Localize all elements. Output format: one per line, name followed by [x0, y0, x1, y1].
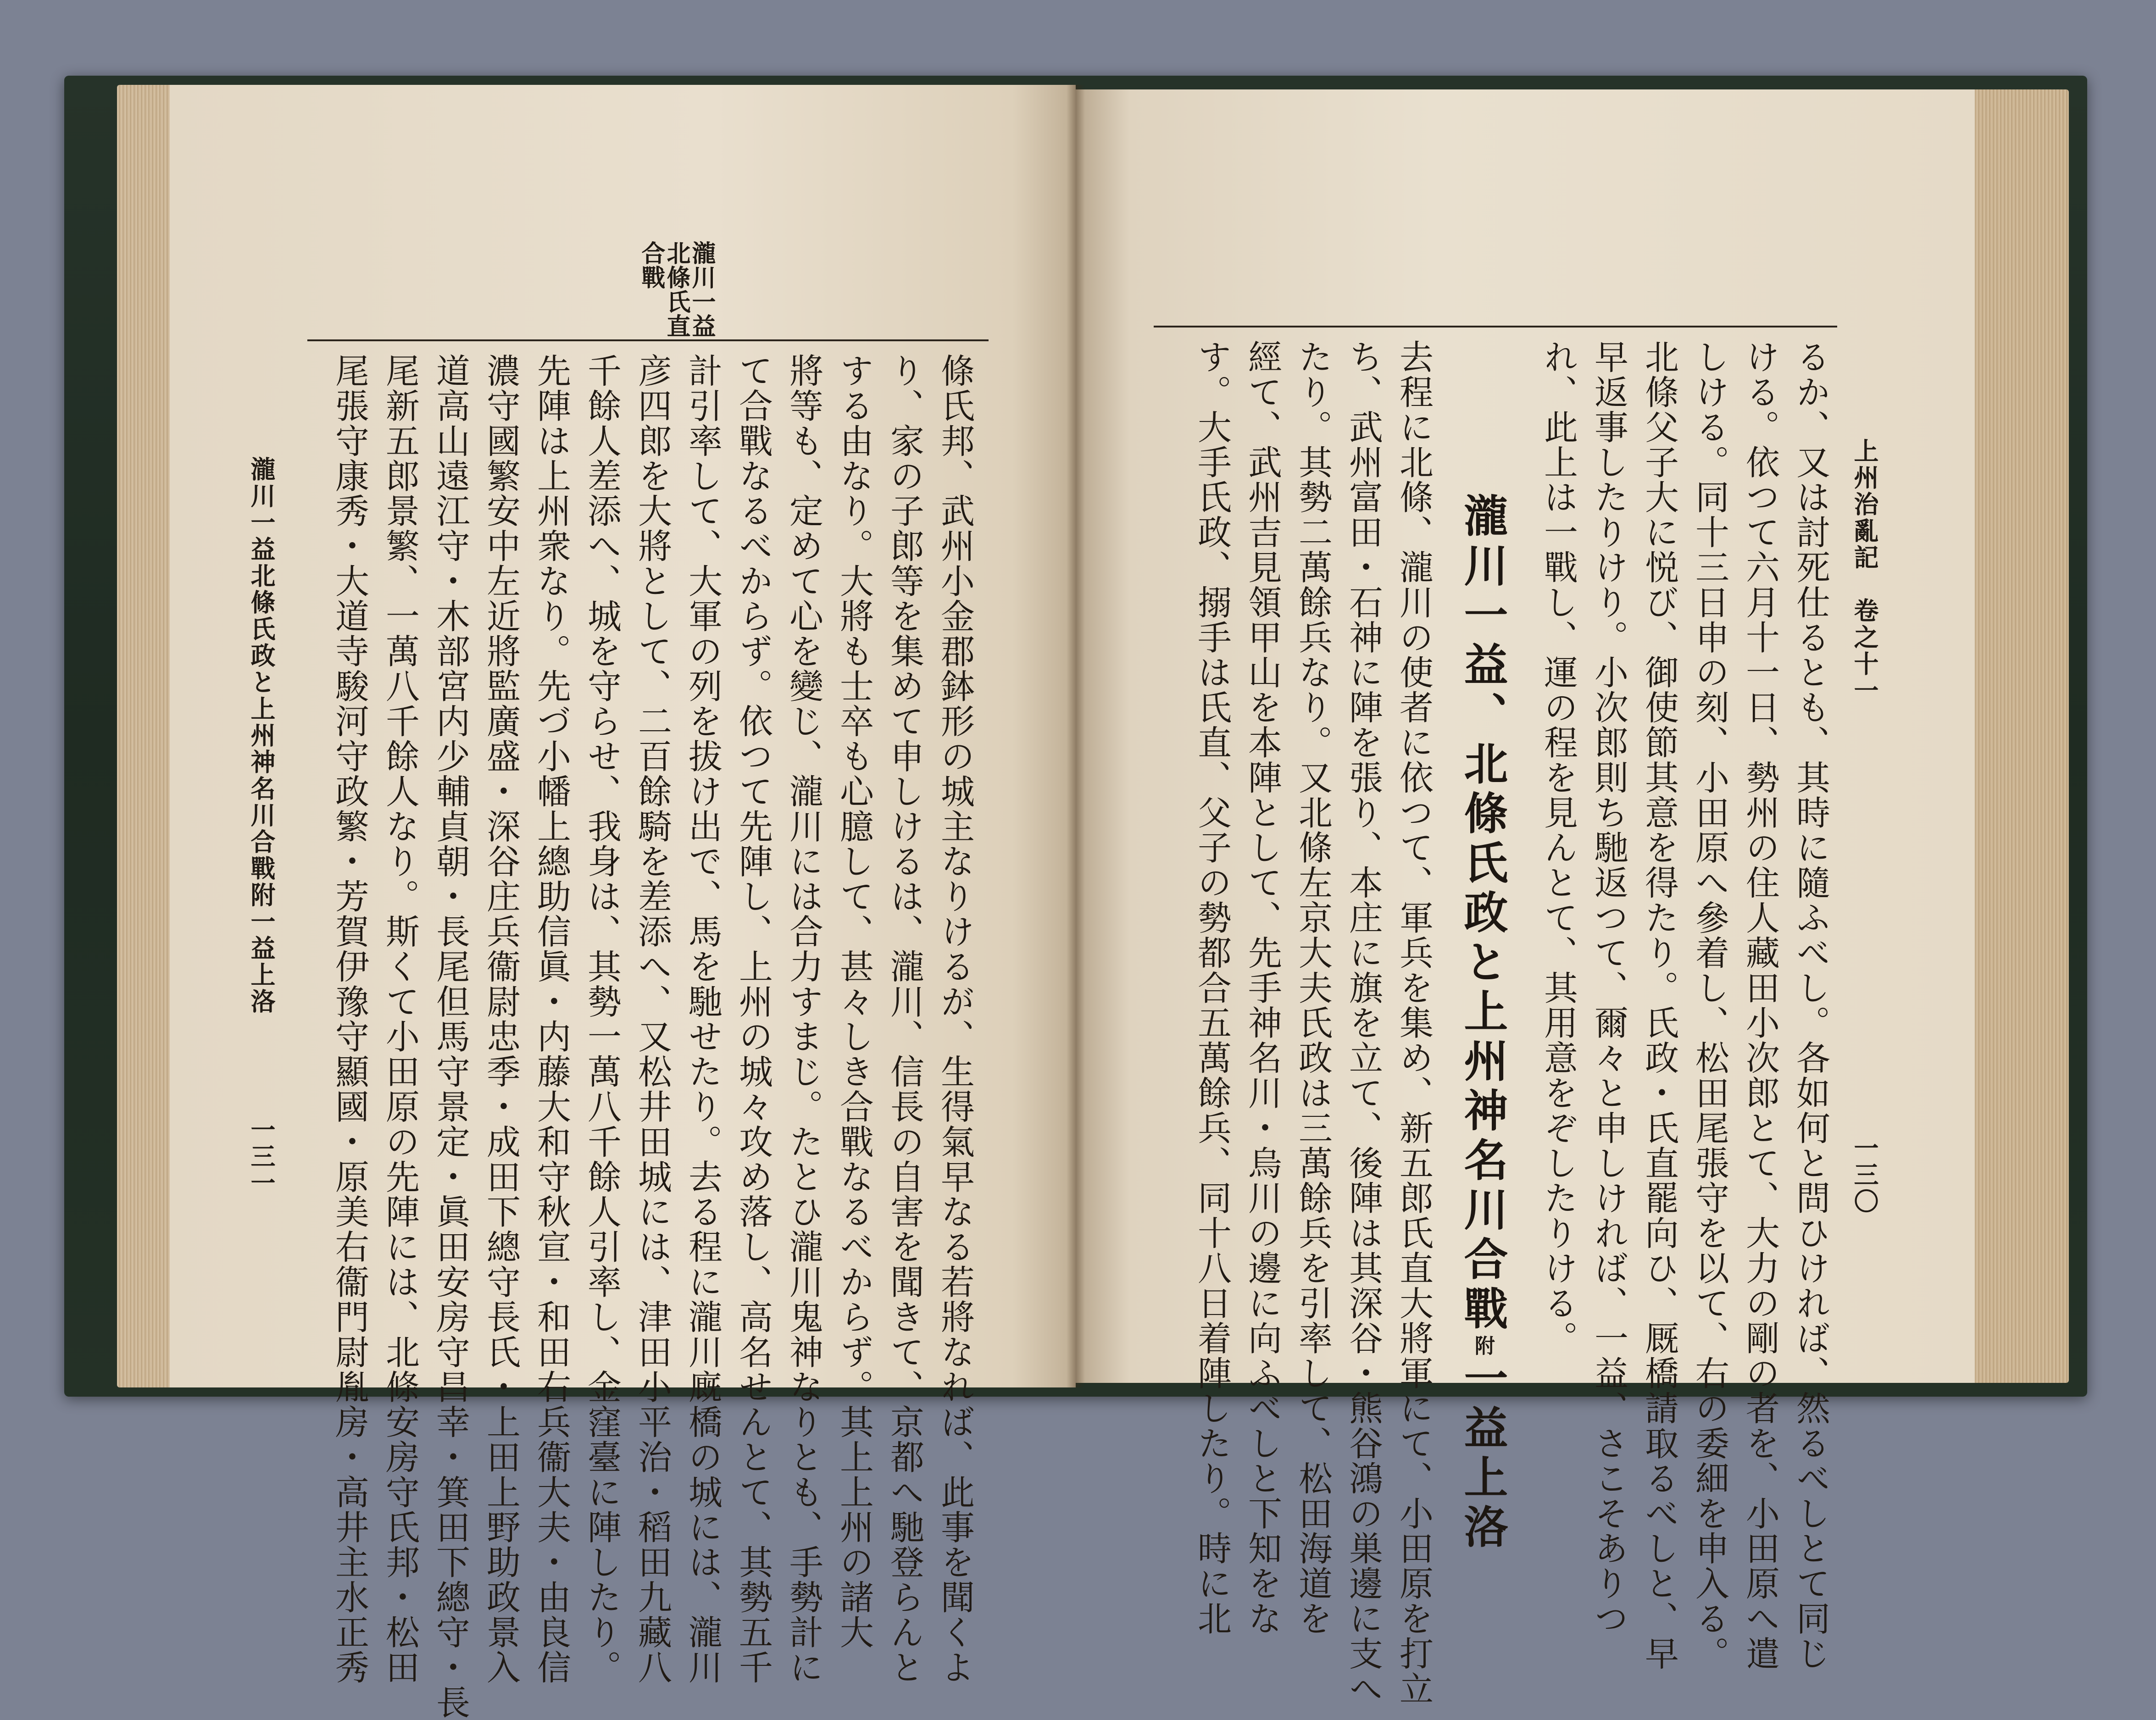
left-text-column: 彦四郎を大將として、二百餘騎を差添へ、又松井田城には、津田小平治・稻田九藏八	[633, 353, 672, 1685]
left-text-column: する由なり。大將も士卒も心臆して、甚々しき合戰なるべからず。其上上州の諸大	[834, 353, 874, 1650]
chapter-heading	[1457, 493, 1514, 1554]
left-text-column: り、家の子郎等を集めて申しけるは、瀧川、信長の自害を聞きて、京都へ馳登らんと	[885, 353, 924, 1685]
left-running-head-line-2: 北條氏直	[662, 241, 690, 338]
left-text-column: 條氏邦、武州小金郡鉢形の城主なりけるが、生得氣早なる若將なれば、此事を聞くよ	[935, 353, 975, 1685]
left-footer-title: 瀧川一益北條氏政と上州神名川合戰附一益上洛	[247, 456, 276, 1015]
right-text-column: れ、此上は一戰し、運の程を見んとて、其用意をぞしたりける。	[1539, 339, 1578, 1356]
left-running-head-line-1: 瀧川一益	[688, 241, 716, 338]
left-header-rule	[307, 339, 989, 341]
right-text-column: 去程に北條、瀧川の使者に依つて、軍兵を集め、新五郎氏直大將軍にて、小田原を打立	[1394, 339, 1434, 1706]
right-header-rule	[1154, 326, 1837, 327]
chapter-heading-main: 瀧川一益、北條氏政と上州神名川合戰	[1457, 493, 1509, 1335]
left-text-column: 將等も、定めて心を變じ、瀧川には合力すまじ。たとひ瀧川鬼神なりとも、手勢計に	[784, 353, 823, 1685]
right-text-column: ける。依つて六月十一日、勢州の住人藏田小次郎とて、大力の剛の者を、小田原へ遣	[1740, 339, 1780, 1671]
left-text-column: 尾新五郎景繁、一萬八千餘人なり。斯くて小田原の先陣には、北條安房守氏邦・松田	[380, 353, 420, 1685]
right-text-column: たり。其勢二萬餘兵なり。又北條左京大夫氏政は三萬餘兵を引率して、松田海道を	[1293, 339, 1333, 1636]
page-edges-right	[1973, 89, 2069, 1383]
left-text-column: 先陣は上州衆なり。先づ小幡上總助信眞・内藤大和守秋宣・和田右兵衞大夫・由良信	[532, 353, 571, 1685]
left-text-column: 尾張守康秀・大道寺駿河守政繁・芳賀伊豫守顯國・原美右衞門尉胤房・高井主水正秀	[330, 353, 369, 1685]
book-gutter	[1067, 85, 1085, 1387]
right-text-column: 經て、武州吉見領甲山を本陣として、先手神名川・烏川の邊に向ふべしと下知をな	[1243, 339, 1282, 1636]
left-page	[170, 85, 1076, 1720]
left-text-column: 千餘人差添へ、城を守らせ、我身は、其勢一萬八千餘人引率し、金窪臺に陣したり。	[582, 353, 622, 1685]
left-text-column: 濃守國繁安中左近將監廣盛・深谷庄兵衞尉忠季・成田下總守長氏・上田上野助政景入	[481, 353, 521, 1685]
left-text-column: て合戰なるべからず。依つて先陣し、上州の城々攻め落し、高名せんとて、其勢五千	[733, 353, 773, 1685]
right-text-column: 早返事したりけり。小次郎則ち馳返つて、爾々と申しければ、一益、さこそありつ	[1589, 339, 1628, 1636]
chapter-heading-end: 一益上洛	[1457, 1355, 1509, 1554]
right-text-column: 北條父子大に悦び、御使節其意を得たり。氏政・氏直罷向ひ、厩橋請取るべしと、早	[1639, 339, 1679, 1671]
right-page-number: 一三〇	[1850, 1135, 1879, 1215]
right-text-column: るか、又は討死仕るとも、其時に隨ふべし。各如何と問ひければ、然るべしとて同じ	[1791, 339, 1830, 1671]
chapter-heading-annex: 附	[1471, 1335, 1495, 1355]
right-text-column: ち、武州富田・石神に陣を張り、本庄に旗を立て、後陣は其深谷・熊谷鴻の巣邊に支へ	[1344, 339, 1383, 1706]
right-text-column: す。大手氏政、搦手は氏直、父子の勢都合五萬餘兵、同十八日着陣したり。時に北	[1192, 339, 1232, 1636]
right-page	[1076, 89, 1975, 1706]
left-text-column: 道高山遠江守・木部宮内少輔貞朝・長尾但馬守景定・眞田安房守昌幸・箕田下總守・長	[431, 353, 470, 1720]
left-text-column: 計引率して、大軍の列を拔け出で、馬を馳せたり。去る程に瀧川廐橋の城には、瀧川	[683, 353, 722, 1685]
left-page-number: 一三一	[247, 1117, 276, 1197]
page-edges-left	[117, 85, 172, 1387]
right-text-column: しける。同十三日申の刻、小田原へ參着し、松田尾張守を以て、右の委細を申入る。	[1690, 339, 1729, 1671]
right-running-head: 上州治亂記 卷之十一	[1850, 438, 1879, 704]
left-running-head-line-3: 合戰	[637, 241, 665, 289]
